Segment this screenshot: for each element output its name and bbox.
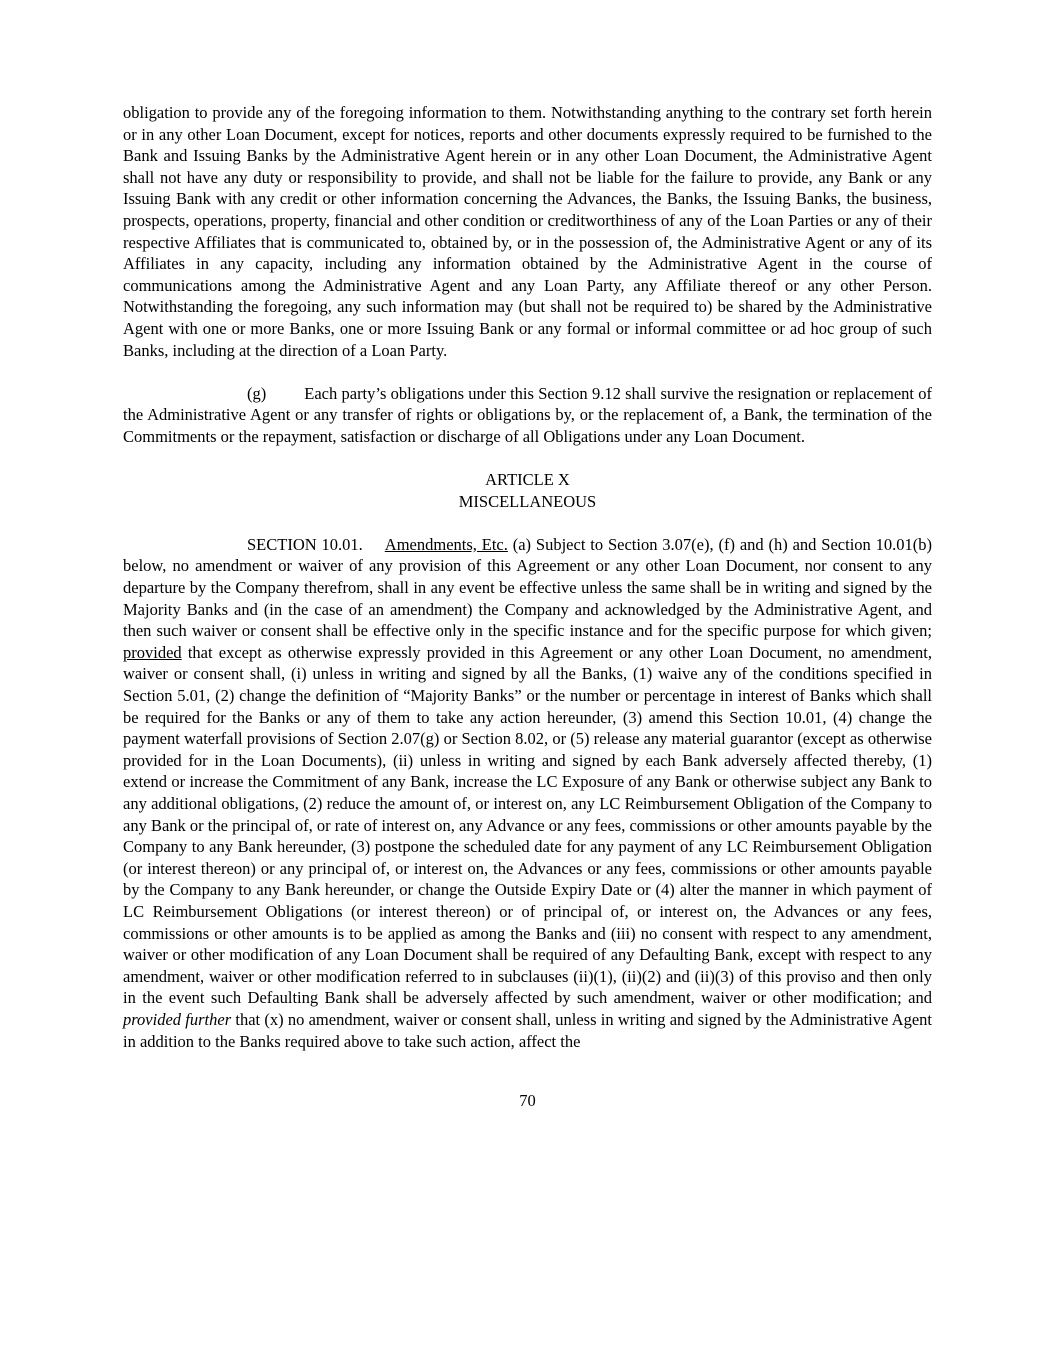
paragraph-g (123, 383, 932, 448)
paragraph-text: that (x) no amendment, waiver or consent shall, unless in writing and signed by the Administrative Agent in addition to the Banks required above to take such action, affect the (123, 1009, 933, 1051)
page-number (123, 1090, 932, 1112)
paragraph-text: Each party’s obligations under this Section 9.12 shall survive the resignation or replacement of the Administrative Agent or any transfer of rights or obligations by, or the replacement of, a Bank, the termination of the Commitments or the repayment, satisfaction or discharge of all Obligations under any Loan Document. (123, 383, 932, 446)
article-heading (123, 469, 932, 491)
page-number-text: 70 (519, 1091, 536, 1111)
paragraph-text: (a) Subject to Section 3.07(e), (f) and (h) and Section 10.01(b) below, no amendment or waiver of any provision of this Agreement or any other Loan Document, nor consent to any departure by the Company therefrom, shall in any event be effective unless the same shall be in writing and signed by the Majority Banks and (in the case of an amendment) the Company and acknowledged by the Administrative Agent, and then such waiver or consent shall be effective only in the specific instance and for the specific purpose for which given; (123, 534, 932, 641)
article-subheading-text: MISCELLANEOUS (458, 491, 597, 511)
provided-further-italic: provided further (123, 1009, 232, 1029)
article-heading-text: ARTICLE X (485, 470, 570, 490)
section-label: SECTION 10.01. (247, 534, 363, 554)
article-subheading (123, 491, 932, 513)
paragraph-text: that except as otherwise expressly provided in this Agreement or any other Loan Document, no amendment, waiver or consent shall, (i) unless in writing and signed by all the Banks, (1) waive any of the conditions specified in Section 5.01, (2) change the definition of “Majority Banks” or the number or percentage in interest of Banks which shall be required for the Banks or any of them to take any action hereunder, (3) amend this Section 10.01, (4) change the payment waterfall provisions of Section 2.07(g) or Section 8.02, or (5) release any material guarantor (except as otherwise provided for in the Loan Documents), (ii) unless in writing and signed by each Bank adversely affected thereby, (1) extend or increase the Commitment of any Bank, increase the LC Exposure of any Bank or otherwise subject any Bank to any additional obligations, (2) reduce the amount of, or interest on, any LC Reimbursement Obligation of the Company to any Bank or the principal of, or rate of interest on, any Advance or any fees, commissions or other amounts payable by the Company to any Bank hereunder, (3) postpone the scheduled date for any payment of any LC Reimbursement Obligation (or interest thereon) or any principal of, or interest on, the Advances or any fees, commissions or other amounts payable by the Company to any Bank hereunder, or change the Outside Expiry Date or (4) alter the manner in which payment of LC Reimbursement Obligations (or interest thereon) or of principal of, or interest on, the Advances or any fees, commissions or other amounts is to be applied as among the Banks and (iii) no consent with respect to any amendment, waiver or other modification of any Loan Document shall be required of any Defaulting Bank, except with respect to any amendment, waiver or other modification referred to in subclauses (ii)(1), (ii)(2) and (ii)(3) of this proviso and then only in the event such Defaulting Bank shall be adversely affected by such amendment, waiver or other modification; and (123, 642, 932, 1008)
clause-label: (g) (247, 383, 267, 403)
provided-underlined: provided (123, 642, 182, 662)
section-10-01-paragraph (123, 534, 932, 1052)
paragraph-text: obligation to provide any of the foregoing information to them. Notwithstanding anything to the contrary set forth herein or in any other Loan Document, except for notices, reports and other documents expressly required to be furnished to the Bank and Issuing Banks by the Administrative Agent herein or in any other Loan Document, the Administrative Agent shall not have any duty or responsibility to provide, and shall not be liable for the failure to provide, any Bank or any Issuing Bank with any credit or other information concerning the Advances, the Banks, the Issuing Banks, the business, prospects, operations, property, financial and other condition or creditworthiness of any of the Loan Parties or any of their respective Affiliates that is communicated to, obtained by, or in the possession of, the Administrative Agent or any of its Affiliates in any capacity, including any information obtained by the Administrative Agent in the course of communications among the Administrative Agent and any Loan Party, any Affiliate thereof or any other Person. Notwithstanding the foregoing, any such information may (but shall not be required to) be shared by the Administrative Agent with one or more Banks, one or more Issuing Bank or any formal or informal committee or ad hoc group of such Banks, including at the direction of a Loan Party. (123, 103, 932, 360)
paragraph-continuation (123, 102, 932, 361)
section-title-underlined: Amendments, Etc. (384, 534, 508, 554)
